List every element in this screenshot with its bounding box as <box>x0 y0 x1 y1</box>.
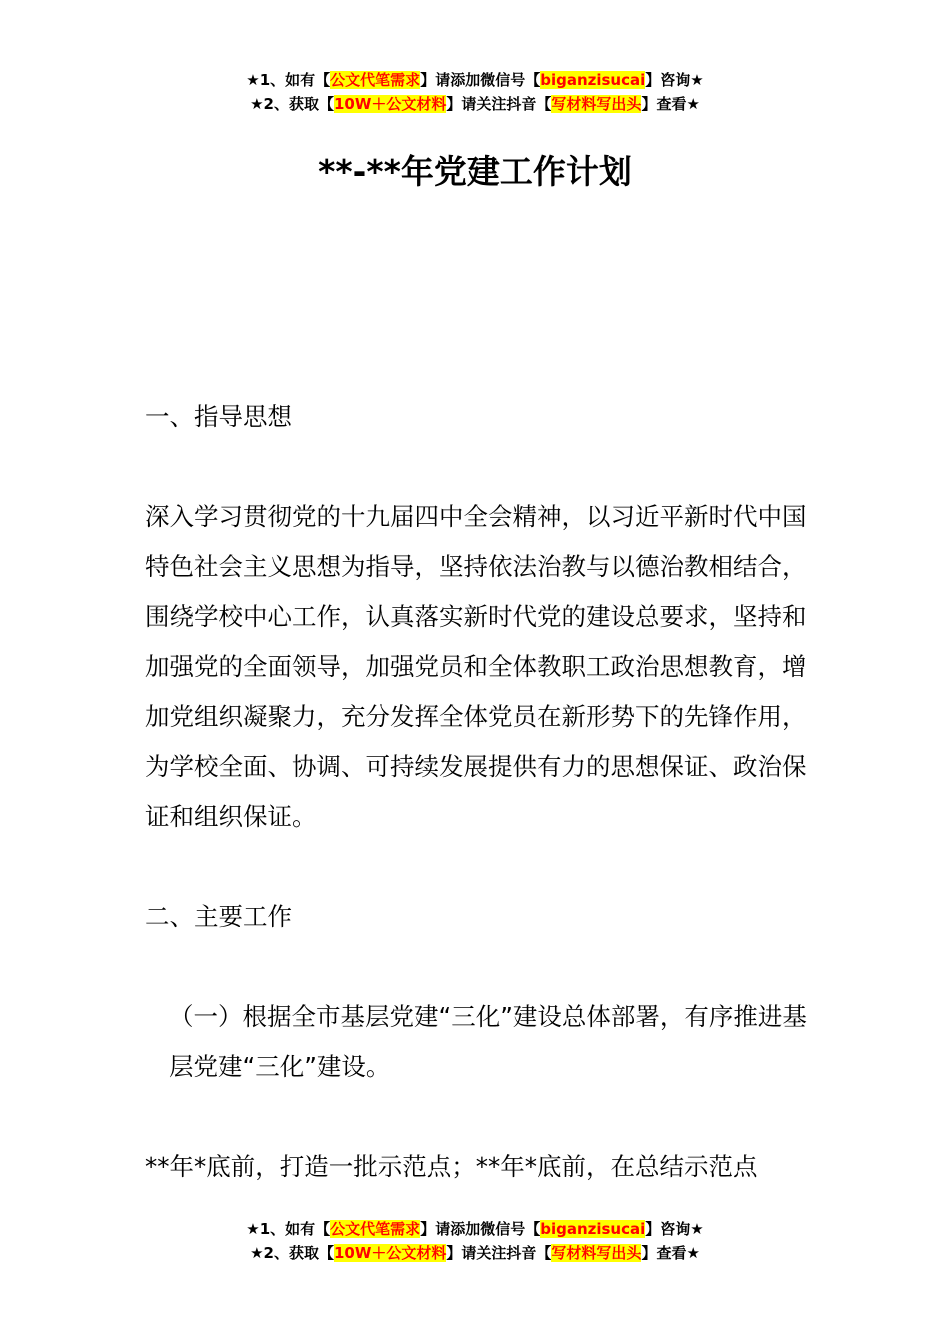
section-heading-main-work: 二、主要工作 <box>145 902 292 931</box>
banner-highlight: 公文代笔需求 <box>330 1220 421 1238</box>
paragraph-guiding-ideology: 深入学习贯彻党的十九届四中全会精神，以习近平新时代中国特色社会主义思想为指导，坚持依法治教与以德治教相结合，围绕学校中心工作，认真落实新时代党的建设总要求，坚持和加强党的全面领导，加强党员和全体教职工政治思想教育，增加党组织凝聚力，充分发挥全体党员在新形势下的先锋作用，为学校全面、协调、可持续发展提供有力的思想保证、政治保证和组织保证。 <box>145 502 807 831</box>
section-heading-guiding-ideology: 一、指导思想 <box>145 402 292 431</box>
banner-line-2: ★2、获取【10W＋公文材料】请关注抖音【写材料写出头】查看★ <box>250 95 700 113</box>
footer-banner <box>0 1217 950 1265</box>
banner-highlight: 10W＋公文材料 <box>333 95 447 113</box>
banner-line-1: ★1、如有【公文代笔需求】请添加微信号【biganzisucai】咨询★ <box>246 71 704 89</box>
banner-wechat-id: biganzisucai <box>540 71 646 89</box>
banner-highlight: 10W＋公文材料 <box>333 1244 447 1262</box>
banner-douyin-name: 写材料写出头 <box>551 1244 642 1262</box>
paragraph-timeline: **年*底前，打造一批示范点；**年*底前，在总结示范点 <box>145 1152 758 1181</box>
banner-line-1: ★1、如有【公文代笔需求】请添加微信号【biganzisucai】咨询★ <box>246 1220 704 1238</box>
document-title: **-**年党建工作计划 <box>318 152 632 191</box>
banner-douyin-name: 写材料写出头 <box>551 95 642 113</box>
banner-wechat-id: biganzisucai <box>540 1220 646 1238</box>
banner-line-2: ★2、获取【10W＋公文材料】请关注抖音【写材料写出头】查看★ <box>250 1244 700 1262</box>
paragraph-item-one: （一）根据全市基层党建“三化”建设总体部署，有序推进基层党建“三化”建设。 <box>169 1002 807 1081</box>
header-banner <box>0 68 950 116</box>
document-body <box>145 392 810 1192</box>
banner-highlight: 公文代笔需求 <box>330 71 421 89</box>
